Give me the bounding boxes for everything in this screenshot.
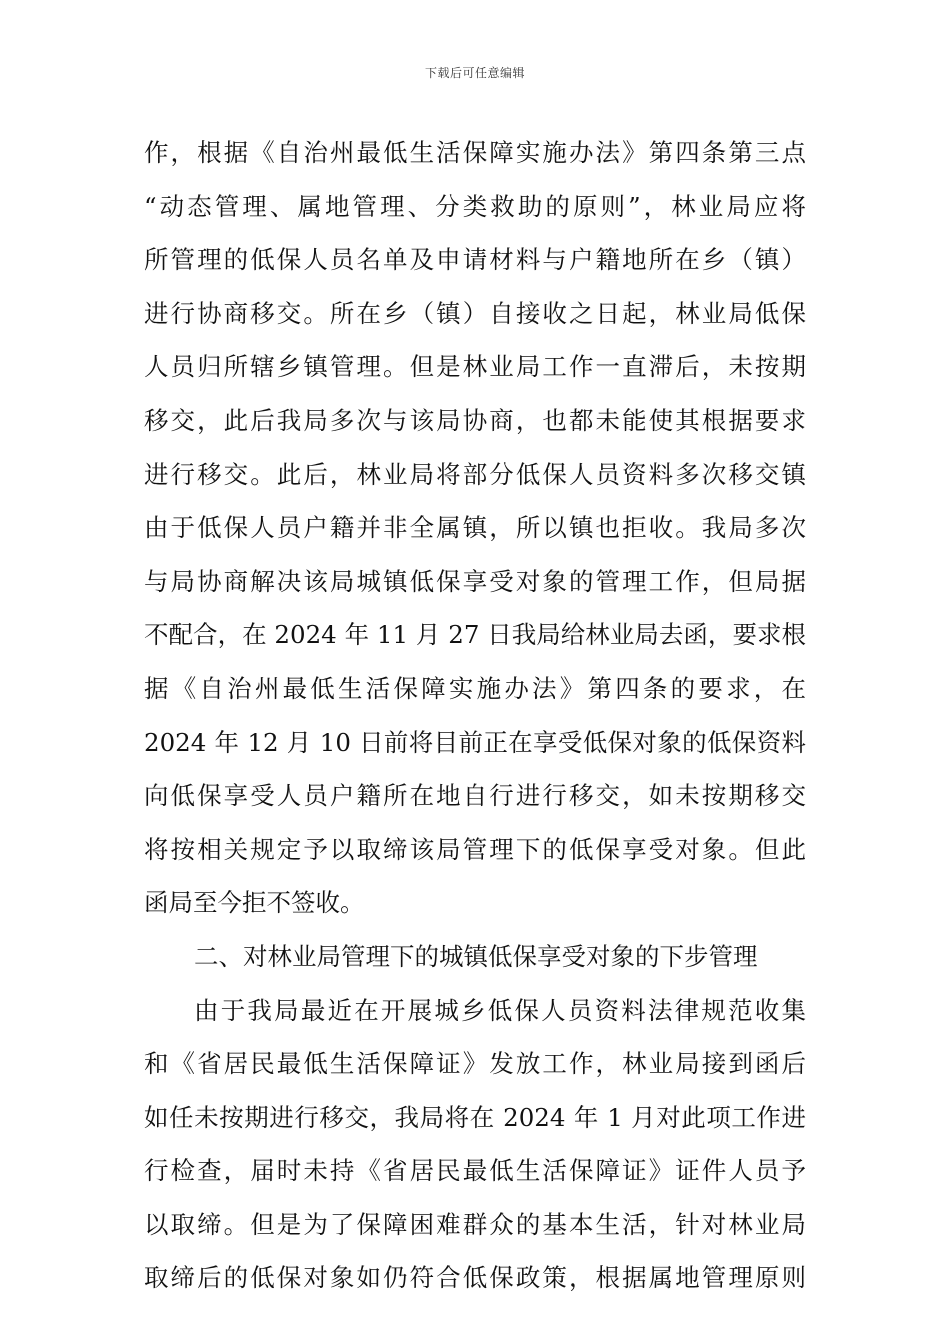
- text-line: 以取缔。但是为了保障困难群众的基本生活，针对林业局: [144, 1209, 806, 1239]
- text-line: 进行移交。此后，林业局将部分低保人员资料多次移交镇: [144, 459, 806, 489]
- text-line: 由于低保人员户籍并非全属镇，所以镇也拒收。我局多次: [144, 513, 806, 543]
- text-line: 人员归所辖乡镇管理。但是林业局工作一直滞后，未按期: [144, 352, 806, 382]
- text-line: 2024 年 12 月 10 日前将目前正在享受低保对象的低保资料: [144, 727, 806, 757]
- text-line: 由于我局最近在开展城乡低保人员资料法律规范收集: [194, 995, 806, 1025]
- text-line: 作，根据《自治州最低生活保障实施办法》第四条第三点: [144, 138, 806, 167]
- text-line: “动态管理、属地管理、分类救助的原则”，林业局应将: [144, 191, 806, 221]
- document-body: [144, 126, 806, 1305]
- paragraph: [144, 984, 806, 1306]
- paragraph: [144, 126, 806, 930]
- text-line: 二、对林业局管理下的城镇低保享受对象的下步管理: [194, 941, 758, 971]
- text-line: 与局协商解决该局城镇低保享受对象的管理工作，但局据: [144, 566, 806, 596]
- text-line: 据《自治州最低生活保障实施办法》第四条的要求，在: [144, 673, 806, 703]
- text-line: 进行协商移交。所在乡（镇）自接收之日起，林业局低保: [144, 298, 806, 328]
- text-line: 和《省居民最低生活保障证》发放工作，林业局接到函后: [144, 1049, 806, 1079]
- text-line: 如任未按期进行移交，我局将在 2024 年 1 月对此项工作进: [144, 1102, 806, 1132]
- text-line: 行检查，届时未持《省居民最低生活保障证》证件人员予: [144, 1156, 806, 1186]
- text-line: 取缔后的低保对象如仍符合低保政策，根据属地管理原则: [144, 1263, 806, 1293]
- text-line: 向低保享受人员户籍所在地自行进行移交，如未按期移交: [144, 781, 806, 811]
- text-line: 不配合，在 2024 年 11 月 27 日我局给林业局去函，要求根: [144, 620, 806, 650]
- text-line: 将按相关规定予以取缔该局管理下的低保享受对象。但此: [144, 834, 806, 864]
- page-header: 下载后可任意编辑: [424, 66, 525, 80]
- text-line: 所管理的低保人员名单及申请材料与户籍地所在乡（镇）: [144, 245, 806, 275]
- text-line: 移交，此后我局多次与该局协商，也都未能使其根据要求: [144, 405, 806, 435]
- section-heading: [144, 930, 806, 984]
- text-line: 函局至今拒不签收。: [144, 888, 365, 918]
